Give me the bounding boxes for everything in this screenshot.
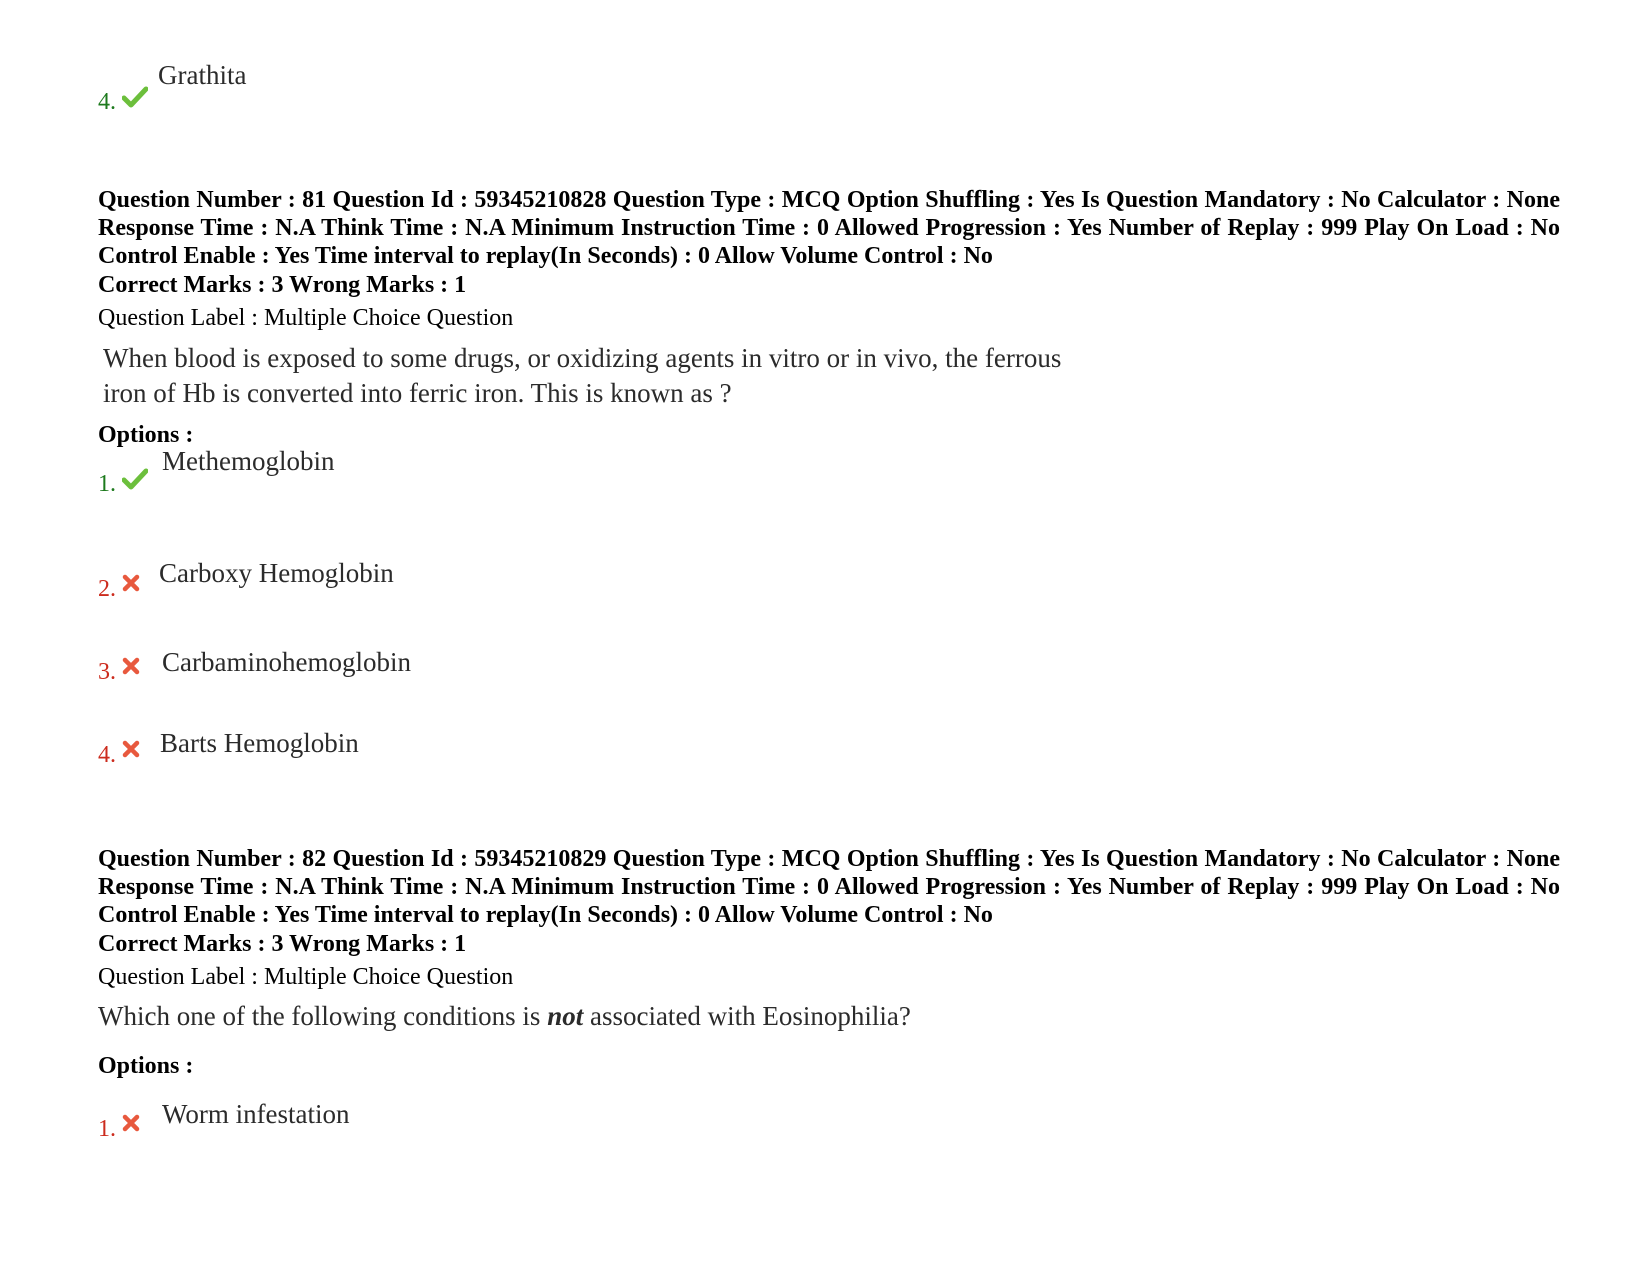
option-number: 1. — [98, 1116, 116, 1142]
question-81-marks: Correct Marks : 3 Wrong Marks : 1 — [98, 272, 467, 298]
cross-icon — [122, 657, 140, 680]
option-number: 4. — [98, 742, 116, 768]
question-81-label: Question Label : Multiple Choice Question — [98, 305, 514, 331]
question-81-stem-line-2: iron of Hb is converted into ferric iron. This is known as ? — [103, 378, 732, 408]
option-text: Methemoglobin — [162, 446, 335, 476]
option-text: Grathita — [158, 60, 247, 90]
question-82-stem-after: associated with Eosinophilia? — [583, 1001, 911, 1031]
question-81-options-heading: Options : — [98, 422, 194, 448]
cross-icon — [122, 574, 140, 597]
question-82-marks: Correct Marks : 3 Wrong Marks : 1 — [98, 931, 467, 957]
option-text: Barts Hemoglobin — [160, 728, 359, 758]
option-text: Worm infestation — [162, 1099, 350, 1129]
question-82-meta: Question Number : 82 Question Id : 59345210829 Question Type : MCQ Option Shuffling : Yes Is Question Mandatory : No Calculator : None Response Time : N.A Think Time : N.A Minimum Instruction Time : 0 Allowed Progression : Yes Number of Replay : 999 Play On Load : No Control Enable : Yes Time interval to replay(In Seconds) : 0 Allow Volume Control : No — [98, 846, 1560, 928]
question-81-meta: Question Number : 81 Question Id : 59345210828 Question Type : MCQ Option Shuffling : Yes Is Question Mandatory : No Calculator : None Response Time : N.A Think Time : N.A Minimum Instruction Time : 0 Allowed Progression : Yes Number of Replay : 999 Play On Load : No Control Enable : Yes Time interval to replay(In Seconds) : 0 Allow Volume Control : No — [98, 187, 1560, 269]
cross-icon — [122, 740, 140, 763]
question-82-label: Question Label : Multiple Choice Question — [98, 964, 514, 990]
option-number: 4. — [98, 89, 116, 115]
option-number: 1. — [98, 471, 116, 497]
check-icon — [122, 86, 148, 113]
question-82-stem-before: Which one of the following conditions is — [98, 1001, 548, 1031]
cross-icon — [122, 1114, 140, 1137]
question-82-stem-emphasis: not — [547, 1001, 584, 1031]
question-81-stem-line-1: When blood is exposed to some drugs, or oxidizing agents in vitro or in vivo, the ferrous — [103, 343, 1062, 373]
option-number: 2. — [98, 576, 116, 602]
option-text: Carbaminohemoglobin — [162, 647, 411, 677]
question-82-options-heading: Options : — [98, 1053, 194, 1079]
option-text: Carboxy Hemoglobin — [159, 558, 394, 588]
option-number: 3. — [98, 659, 116, 685]
question-82-stem — [98, 998, 911, 1034]
check-icon — [122, 468, 148, 495]
